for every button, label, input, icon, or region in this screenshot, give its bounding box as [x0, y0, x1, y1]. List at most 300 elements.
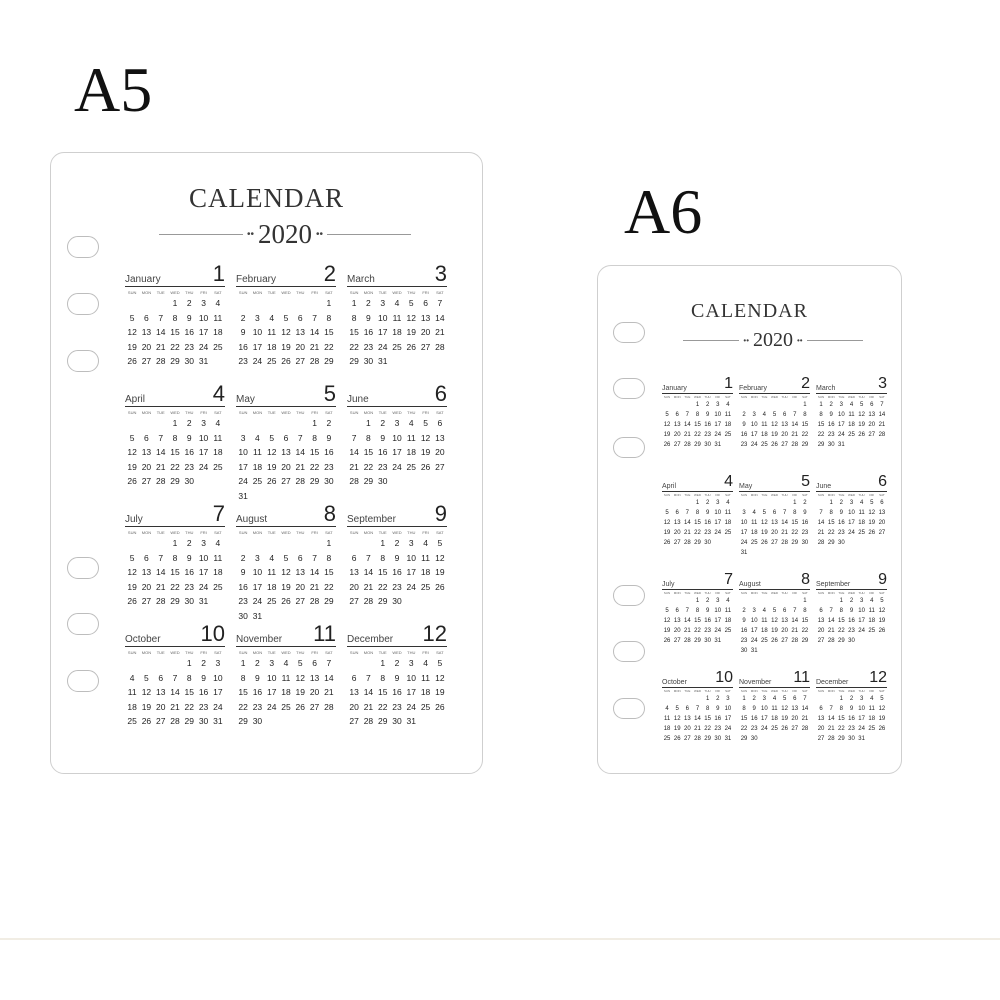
day-cell: 6: [297, 312, 303, 323]
day-cell: 31: [724, 736, 732, 742]
a5-calendar-page: [50, 152, 483, 774]
day-cell: 5: [870, 500, 874, 506]
day-cell: 25: [858, 530, 865, 536]
day-cell: 30: [740, 648, 748, 654]
day-cell: 13: [295, 327, 306, 337]
day-cell: 16: [184, 327, 195, 337]
empty-day-cell: [154, 416, 168, 431]
weekday-label: THU: [781, 493, 788, 497]
day-cell: 8: [829, 510, 833, 516]
day-cell: 13: [673, 618, 681, 624]
day-cell: 26: [663, 442, 671, 448]
day-cell: 6: [819, 706, 823, 712]
a5-diamonds-right: ••: [316, 229, 324, 240]
day-cell: 17: [858, 716, 865, 722]
empty-day-cell: [154, 536, 168, 551]
a6-calendar-title: CALENDAR: [691, 300, 808, 322]
day-cell: 27: [817, 638, 825, 644]
day-cell: 21: [324, 687, 334, 697]
empty-day-cell: [769, 498, 779, 508]
month-rule: [347, 646, 447, 647]
day-cell: 1: [326, 298, 332, 308]
weekday-label: THU: [185, 290, 194, 295]
month-number: 11: [313, 621, 336, 646]
day-cell: 31: [198, 596, 209, 606]
weekday-label: MON: [252, 290, 263, 295]
weekday-label: THU: [781, 689, 788, 693]
day-cell: 26: [435, 581, 445, 592]
day-cell: 11: [421, 672, 430, 683]
day-cell: 26: [878, 726, 886, 732]
a6-month-header: [816, 474, 887, 490]
a6-ring-hole: [613, 437, 645, 458]
day-cell: 3: [380, 298, 386, 308]
day-cell: 1: [803, 402, 807, 408]
day-cell: 10: [761, 706, 768, 712]
day-cell: 13: [295, 567, 306, 577]
month-rule: [816, 393, 887, 394]
day-cell: 18: [392, 327, 402, 337]
day-cell: 19: [281, 341, 291, 352]
day-cell: 11: [858, 510, 865, 516]
day-cell: 16: [827, 422, 835, 428]
day-cell: 30: [198, 716, 209, 726]
day-cell: 18: [252, 461, 263, 472]
empty-day-cell: [125, 296, 139, 311]
day-cell: 9: [839, 510, 844, 516]
day-cell: 14: [309, 567, 320, 577]
day-cell: 17: [714, 618, 722, 624]
month-name: September: [816, 581, 851, 588]
day-cell: 23: [377, 461, 388, 472]
day-cell: 19: [127, 461, 137, 472]
weekday-label: MON: [750, 689, 758, 693]
weekday-label: WED: [281, 410, 291, 415]
month-name: June: [347, 394, 369, 405]
day-cell: 9: [742, 422, 746, 428]
day-cell: 3: [408, 538, 414, 548]
a6-month-header: [816, 376, 887, 392]
day-cell: 25: [252, 476, 263, 486]
day-cell: 1: [695, 598, 700, 604]
a5-month-november: [236, 623, 336, 743]
month-number: 2: [323, 261, 336, 286]
day-cell: 28: [791, 638, 799, 644]
day-cell: 29: [838, 638, 845, 644]
day-cell: 25: [266, 356, 277, 366]
weekday-label: WED: [693, 591, 701, 595]
day-cell: 22: [170, 581, 180, 592]
weekday-label: SUN: [817, 591, 825, 595]
day-cell: 13: [868, 412, 876, 418]
weekday-label: FRI: [200, 410, 207, 415]
month-name: April: [662, 483, 677, 490]
day-cell: 31: [377, 356, 388, 366]
a6-month-december: [816, 670, 887, 768]
a5-year: 2020: [258, 219, 312, 249]
day-cell: 10: [406, 552, 417, 563]
day-cell: 5: [665, 412, 669, 418]
day-cell: 28: [309, 356, 320, 366]
day-cell: 21: [791, 628, 799, 634]
day-cell: 12: [673, 716, 681, 722]
month-number: 10: [200, 621, 225, 646]
day-cell: 13: [155, 687, 166, 697]
day-cell: 11: [127, 687, 137, 697]
day-cell: 15: [170, 567, 180, 577]
a6-diamonds-left: ••: [743, 336, 749, 345]
weekday-label: FRI: [311, 530, 318, 535]
day-cell: 18: [266, 341, 277, 352]
day-cell: 18: [750, 530, 758, 536]
day-cell: 17: [714, 520, 722, 526]
day-cell: 22: [827, 530, 835, 536]
day-cell: 10: [392, 432, 402, 443]
day-cell: 15: [694, 618, 701, 624]
day-cell: 18: [420, 567, 431, 577]
day-cell: 14: [684, 422, 691, 428]
weekday-label: TUE: [378, 290, 387, 295]
day-cell: 4: [269, 552, 275, 563]
month-number: 12: [422, 621, 447, 646]
day-cell: 25: [761, 442, 768, 448]
weekday-label: SAT: [879, 493, 885, 497]
month-name: January: [662, 385, 687, 392]
weekday-label: SUN: [238, 290, 248, 295]
day-cell: 11: [724, 608, 732, 614]
day-cell: 24: [392, 461, 402, 472]
weekday-label: SUN: [349, 530, 359, 535]
day-cell: 10: [266, 672, 277, 683]
month-name: May: [236, 394, 255, 405]
a5-month-header: [347, 503, 447, 525]
day-cell: 1: [695, 402, 700, 408]
day-cell: 19: [663, 530, 671, 536]
weekday-label: FRI: [792, 689, 798, 693]
month-rule: [816, 687, 887, 688]
weekday-label: FRI: [869, 395, 875, 399]
day-cell: 17: [266, 687, 277, 697]
day-cell: 3: [859, 696, 864, 702]
day-cell: 7: [782, 510, 787, 516]
day-cell: 1: [380, 538, 386, 548]
day-cell: 26: [673, 736, 681, 742]
day-cell: 27: [781, 638, 788, 644]
day-cell: 23: [704, 530, 711, 536]
weekday-label: SUN: [238, 530, 248, 535]
month-number: 7: [212, 501, 225, 526]
weekday-label: SUN: [663, 591, 671, 595]
day-cell: 15: [704, 716, 711, 722]
a5-year-line-right: [327, 234, 411, 235]
month-number: 9: [878, 571, 887, 588]
day-cell: 6: [144, 312, 149, 323]
day-cell: 8: [172, 432, 178, 443]
day-cell: 4: [726, 598, 730, 604]
day-cell: 15: [801, 618, 809, 624]
day-cell: 21: [684, 530, 691, 536]
empty-day-cell: [682, 694, 692, 704]
month-name: November: [739, 679, 772, 686]
month-rule: [662, 491, 733, 492]
day-cell: 28: [827, 638, 835, 644]
day-cell: 21: [684, 432, 691, 438]
a6-month-august: [739, 572, 810, 670]
a5-ring-hole: [67, 557, 99, 579]
month-name: June: [816, 483, 832, 490]
day-cell: 31: [858, 736, 865, 742]
day-cell: 14: [878, 412, 886, 418]
day-cell: 16: [184, 447, 195, 457]
a6-month-header: [662, 474, 733, 490]
a5-month-header: [125, 503, 225, 525]
day-cell: 28: [827, 736, 835, 742]
day-cell: 28: [684, 442, 691, 448]
day-cell: 25: [663, 736, 671, 742]
day-cell: 3: [716, 402, 720, 408]
month-day-grid: [739, 591, 810, 656]
weekday-label: MON: [673, 591, 681, 595]
day-cell: 12: [435, 552, 445, 563]
day-cell: 25: [771, 726, 778, 732]
day-cell: 9: [742, 618, 746, 624]
day-cell: 3: [742, 510, 746, 516]
day-cell: 9: [394, 552, 400, 563]
day-cell: 7: [366, 672, 371, 683]
month-day-grid: [816, 591, 887, 646]
day-cell: 4: [665, 706, 669, 712]
empty-day-cell: [168, 656, 182, 671]
day-cell: 16: [714, 716, 722, 722]
day-cell: 3: [839, 402, 844, 408]
weekday-label: MON: [827, 395, 835, 399]
empty-day-cell: [662, 596, 672, 606]
weekday-label: WED: [693, 493, 701, 497]
day-cell: 21: [781, 530, 788, 536]
a5-year-line-left: [159, 234, 243, 235]
month-rule: [347, 526, 447, 527]
day-cell: 20: [817, 628, 825, 634]
day-cell: 14: [349, 447, 359, 457]
day-cell: 9: [849, 608, 854, 614]
day-cell: 25: [868, 628, 876, 634]
day-cell: 6: [819, 608, 823, 614]
day-cell: 2: [186, 418, 192, 428]
day-cell: 6: [423, 298, 428, 308]
day-cell: 15: [827, 520, 835, 526]
a6-month-november: [739, 670, 810, 768]
day-cell: 10: [848, 510, 855, 516]
month-number: 3: [878, 375, 887, 392]
month-rule: [816, 491, 887, 492]
day-cell: 5: [859, 402, 864, 408]
day-cell: 4: [215, 418, 221, 428]
empty-day-cell: [826, 694, 836, 704]
day-cell: 23: [740, 638, 748, 644]
weekday-label: WED: [693, 395, 701, 399]
weekday-label: MON: [827, 689, 835, 693]
day-cell: 4: [762, 608, 767, 614]
day-cell: 1: [172, 538, 178, 548]
day-cell: 11: [848, 412, 855, 418]
weekday-label: WED: [392, 650, 402, 655]
day-cell: 10: [238, 447, 248, 457]
weekday-label: FRI: [792, 493, 798, 497]
day-cell: 15: [694, 520, 701, 526]
day-cell: 15: [377, 687, 388, 697]
day-cell: 28: [155, 596, 166, 606]
day-cell: 23: [740, 442, 748, 448]
day-cell: 13: [349, 567, 359, 577]
day-cell: 26: [406, 341, 417, 352]
day-cell: 5: [129, 552, 135, 563]
empty-day-cell: [265, 416, 279, 431]
day-cell: 17: [198, 567, 209, 577]
day-cell: 2: [394, 658, 400, 668]
day-cell: 11: [213, 312, 223, 323]
day-cell: 11: [267, 567, 277, 577]
day-cell: 28: [817, 540, 825, 546]
empty-day-cell: [682, 498, 692, 508]
month-number: 2: [801, 375, 810, 392]
a5-month-february: [236, 263, 336, 383]
day-cell: 7: [819, 510, 823, 516]
day-cell: 29: [184, 716, 195, 726]
day-cell: 29: [377, 716, 388, 726]
day-cell: 13: [420, 312, 431, 323]
month-rule: [662, 589, 733, 590]
day-cell: 24: [714, 628, 722, 634]
month-day-grid: [125, 649, 225, 729]
month-day-grid: [236, 409, 336, 503]
weekday-label: TUE: [378, 530, 387, 535]
month-name: February: [739, 385, 768, 392]
empty-day-cell: [816, 596, 826, 606]
month-rule: [125, 526, 225, 527]
day-cell: 10: [714, 510, 722, 516]
empty-day-cell: [279, 296, 293, 311]
day-cell: 6: [351, 672, 357, 683]
a6-month-header: [739, 474, 810, 490]
day-cell: 11: [281, 672, 291, 683]
day-cell: 18: [761, 628, 768, 634]
day-cell: 22: [170, 341, 180, 352]
day-cell: 21: [791, 432, 799, 438]
day-cell: 22: [801, 432, 809, 438]
day-cell: 25: [724, 530, 732, 536]
day-cell: 1: [705, 696, 710, 702]
day-cell: 30: [184, 476, 195, 486]
day-cell: 16: [392, 687, 402, 697]
day-cell: 21: [155, 461, 166, 472]
day-cell: 27: [771, 540, 778, 546]
day-cell: 8: [172, 552, 178, 563]
month-number: 9: [434, 501, 447, 526]
day-cell: 13: [781, 618, 788, 624]
a6-calendar-page: [597, 265, 902, 774]
empty-day-cell: [826, 596, 836, 606]
a6-month-header: [662, 572, 733, 588]
day-cell: 1: [695, 500, 700, 506]
month-number: 12: [869, 669, 887, 686]
empty-day-cell: [236, 536, 250, 551]
day-cell: 13: [349, 687, 359, 697]
empty-day-cell: [347, 536, 361, 551]
day-cell: 7: [880, 402, 884, 408]
day-cell: 30: [801, 540, 809, 546]
day-cell: 24: [750, 638, 758, 644]
day-cell: 1: [186, 658, 192, 668]
day-cell: 14: [791, 618, 799, 624]
day-cell: 10: [714, 412, 722, 418]
empty-day-cell: [672, 498, 682, 508]
day-cell: 21: [694, 726, 701, 732]
weekday-label: THU: [858, 493, 865, 497]
day-cell: 2: [255, 658, 260, 668]
day-cell: 11: [392, 312, 402, 323]
day-cell: 13: [878, 510, 886, 516]
weekday-label: MON: [141, 650, 152, 655]
day-cell: 28: [324, 701, 334, 712]
day-cell: 8: [326, 312, 332, 323]
day-cell: 24: [858, 628, 865, 634]
month-number: 8: [323, 501, 336, 526]
day-cell: 2: [705, 402, 710, 408]
day-cell: 26: [435, 701, 445, 712]
day-cell: 24: [761, 726, 768, 732]
day-cell: 9: [255, 672, 260, 683]
day-cell: 20: [771, 530, 778, 536]
day-cell: 10: [252, 567, 263, 577]
day-cell: 5: [269, 432, 275, 443]
day-cell: 21: [435, 327, 445, 337]
a6-month-june: [816, 474, 887, 572]
day-cell: 18: [213, 327, 223, 337]
day-cell: 7: [326, 658, 332, 668]
day-cell: 31: [252, 610, 263, 621]
bottom-divider: [0, 938, 1000, 940]
a6-month-header: [739, 670, 810, 686]
empty-day-cell: [361, 536, 375, 551]
day-cell: 18: [858, 520, 865, 526]
weekday-label: WED: [170, 650, 180, 655]
weekday-label: WED: [847, 493, 855, 497]
day-cell: 26: [127, 476, 137, 486]
day-cell: 3: [726, 696, 730, 702]
weekday-label: FRI: [869, 689, 875, 693]
day-cell: 4: [255, 432, 260, 443]
month-day-grid: [662, 493, 733, 548]
day-cell: 3: [201, 418, 206, 428]
day-cell: 14: [170, 687, 180, 697]
day-cell: 2: [849, 598, 854, 604]
day-cell: 24: [714, 432, 722, 438]
day-cell: 30: [714, 736, 722, 742]
day-cell: 1: [793, 500, 797, 506]
day-cell: 3: [255, 552, 260, 563]
day-cell: 12: [141, 687, 152, 697]
empty-day-cell: [739, 400, 749, 410]
day-cell: 2: [829, 402, 833, 408]
day-cell: 8: [312, 432, 317, 443]
day-cell: 2: [201, 658, 206, 668]
day-cell: 28: [170, 716, 180, 726]
day-cell: 16: [184, 567, 195, 577]
month-rule: [662, 393, 733, 394]
weekday-label: TUE: [267, 410, 276, 415]
month-name: March: [816, 385, 836, 392]
weekday-label: TUE: [838, 591, 845, 595]
